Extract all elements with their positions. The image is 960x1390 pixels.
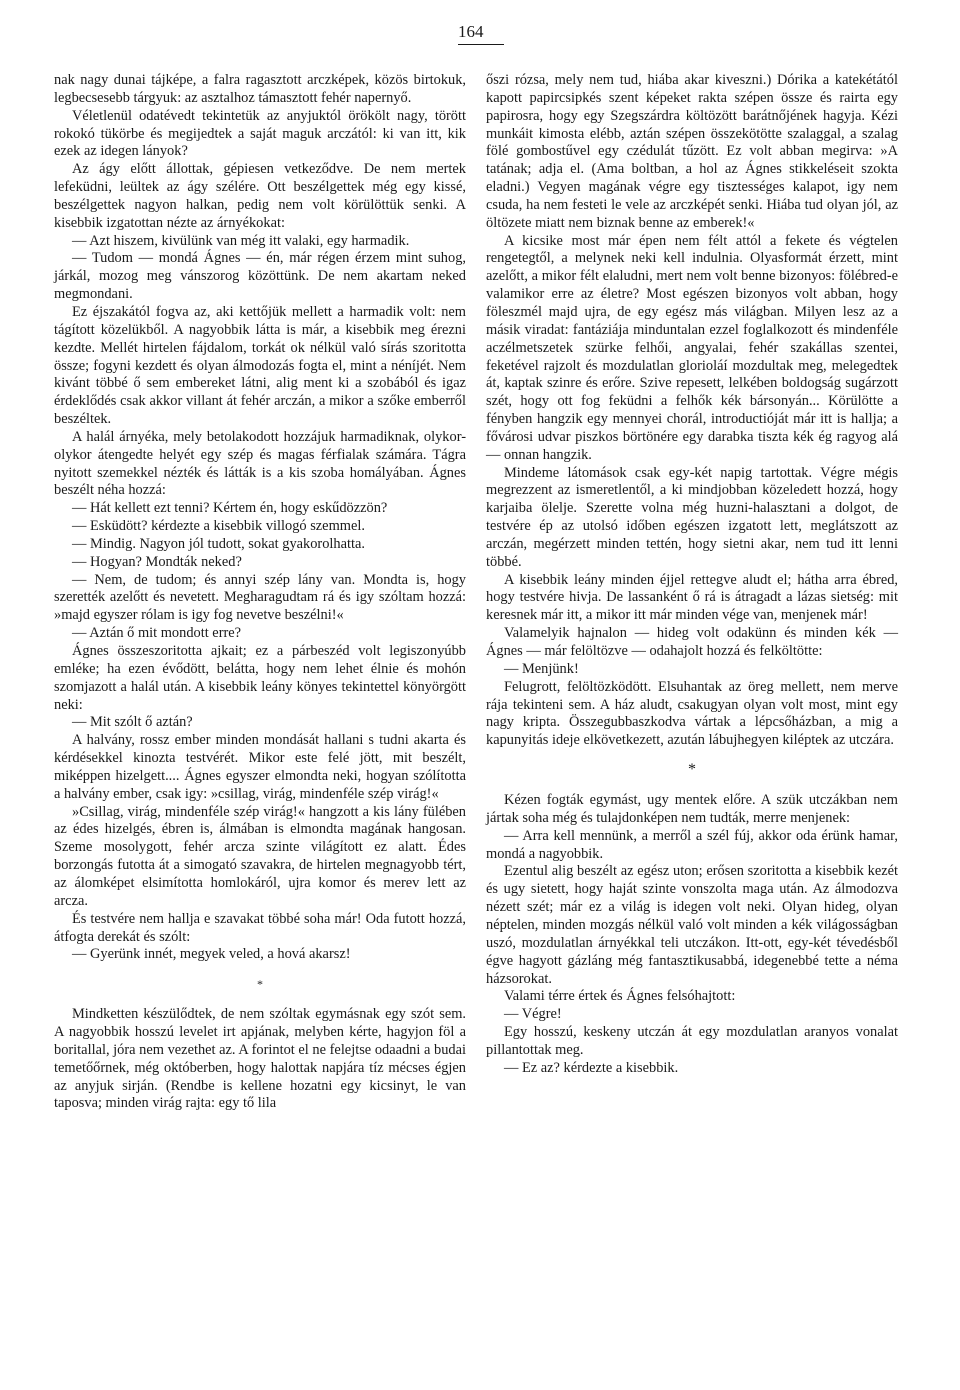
paragraph: — Nem, de tudom; és annyi szép lány van. Mondta is, hogy szerették azelőtt és nevetett. Megharagudtam rá és igy szóltam hozzá: »majd egyszer rólam is igy fog nevetve beszélni!«: [54, 571, 466, 624]
paragraph: Felugrott, felöltözködött. Elsuhantak az öreg mellett, nem merve rája tekinteni sem. A ház aludt, csakugyan olyan volt most, mint egy nagy kripta. Összegubbaszkodva vártak a lépcsőházban, a mig a kapunyitás ideje elkövetkezett, azután lábujhegyen kiléptek az utczára.: [486, 678, 898, 749]
paragraph: — Mindig. Nagyon jól tudott, sokat gyakorolhatta.: [72, 535, 365, 552]
paragraph: Valami térre értek és Ágnes felsóhajtott:: [504, 988, 736, 1005]
paragraph: — Ez az? kérdezte a kisebbik.: [504, 1059, 679, 1076]
paragraph: őszi rózsa, mely nem tud, hiába akar kiveszni.) Dórika a katekétától kapott papircsipkés szent képeket rakta szépen össze és rairta egy papirosra, hogy egy Szegszárdra költözött barátnőjének hagyja. Kézi munkáit kimosta elébb, aztán szépen összekötötte szalaggal, a szalag fölé gombostűvel egy czédulát tűzött. Ez volt abban megirva: »A tatának; adja el. (Ama boltban, a hol az Ágnes stikkeléseit szokta eladni.) Vegyen magának végre egy tisztességes kalapot, igy nem csuda, ha nem festeti le vele az arczképét senki. Hiába tud olyan jól, az öltözete miatt nem biznak benne az emberek!«: [486, 72, 898, 231]
paragraph: Ágnes összeszoritotta ajkait; ez a párbeszéd volt legiszonyúbb emléke; ha ezen évődött, belátta, hogy nem lehet élnie és mohón szomjazott a halál után. A kisebbik leány könyes tekintettel könyörgött neki:: [54, 643, 466, 713]
left-column: [54, 72, 466, 1113]
paragraph: A halál árnyéka, mely betolakodott hozzájuk harmadiknak, olykor-olykor átengedte helyét egy szép és magas férfialak számára. Tágra nyitott szemekkel nézték és látták is a kis szoba homályában. Ágnes beszélt néha hozzá:: [54, 428, 466, 499]
paragraph: — Gyerünk innét, megyek veled, a hová akarsz!: [72, 946, 351, 963]
right-column: [486, 72, 898, 1078]
paragraph: — Hát kellett ezt tenni? Kértem én, hogy eskűdözzön?: [72, 500, 388, 517]
paragraph: A halvány, rossz ember minden mondását hallani s tudni akarta és kérdésekkel kinozta testvérét. Mikor este felé jött, mit beszélt, miképpen hizelgett.... Ágnes egyszer elmondta neki, hogyan szólította a halvány ember, csak igy: »csillag, virág, mindenféle szép virág!«: [54, 732, 466, 802]
paragraph: — Mit szólt ő aztán?: [72, 714, 193, 731]
paragraph: Az ágy előtt állottak, gépiesen vetkeződve. De nem mertek lefeküdni, leültek az ágy szélére. Ott beszélgettek még egy kissé, beszélgettek nagyon halkan, pedig nem volt körülöttük senki. A kisebbik izgatottan nézte az árnyékokat:: [54, 161, 466, 231]
paragraph: Mindketten készülődtek, de nem szóltak egymásnak egy szót sem. A nagyobbik hosszú levelet irt apjának, melyben kérte, hagyjon föl a boritallal, jóra nem vezethet az. A forintot el ne felejtse odaadni a budai temetőőrnek, még októberben, hogy halottak napjára tíz mécses égjen az anyjuk sirján. (Rendbe is kellene hozatni egy kicsinyt, le van taposva; minden virág rajta: egy tő lila: [54, 1006, 466, 1112]
paragraph: Véletlenül odatévedt tekintetük az anyjuktól örökölt nagy, törött rokokó tükörbe és megijedtek a saját maguk arczától: ki van itt, kik ezek az idegen lányok?: [54, 107, 466, 160]
paragraph: — Tudom — mondá Ágnes — én, már régen érzem mint suhog, járkál, mozog meg vánszorog közöttünk. De nem akartam neked megmondani.: [54, 250, 466, 303]
paragraph: A kisebbik leány minden éjjel rettegve aludt el; hátha arra ébred, hogy testvére hivja. De lassanként ő rá is átragadt a lázas sietség: mit keresnek már itt, a mikor itt már minden vége van, menjenek már!: [486, 571, 898, 624]
paragraph: — Arra kell mennünk, a merről a szél fúj, akkor oda érünk hamar, mondá a nagyobbik.: [486, 827, 898, 862]
paragraph: És testvére nem hallja e szavakat többé soha már! Oda futott hozzá, átfogta derekát és szólt:: [54, 910, 466, 945]
paragraph: »Csillag, virág, mindenféle szép virág!« hangzott a kis lány fülében az édes hizelgés, ébren is, álmában is elmondta magának hangosan. Szeme mosolygott, fehér arcza szinte világított ez alatt. Édes borzongás futotta át a simogató szavakra, de hirtelen megnagyobb tért, az álomképet elsimította homlokáról, ujra komor és merev lett az arcza.: [54, 803, 466, 909]
paragraph: — Végre!: [504, 1006, 562, 1023]
paragraph: Ez éjszakától fogva az, aki kettőjük mellett a harmadik volt: nem tágított közelükből. A nagyobbik látta is már, a kisebbik meg érezni kezdte. Mellét hirtelen fájdalom, torkát ok nélkül való sírás szoritotta össze; fogyni kezdett és olyan álmodozás fogta el, mint a néníjét. Nem kivánt többé ő sem embereket látni, alig ment ki a szobából és igaz érdeklődés csak akkor villant át fehér arczán, a mikor a szőke emberről beszéltek.: [54, 303, 466, 428]
paragraph: — Azt hiszem, kivülünk van még itt valaki, egy harmadik.: [72, 232, 410, 249]
paragraph: — Menjünk!: [504, 660, 579, 677]
page-number: 164: [458, 22, 504, 45]
paragraph: Ezentul alig beszélt az egész uton; erősen szoritotta a kisebbik kezét és ugy sietett, hogy haját szinte vonszolta maga után. Az álmodozva nézett szét; már ez a világ is idegen volt neki. Olyan hideg, olyan néptelen, minden mozgás nélkül való volt minden a kék világosságban uszó, mozdulatlan árnyékkal teli utczákon. Itt-ott, egy-két tévedésből égve hagyott gázláng még fantasztikusabbá, idegenebbé tette a néma házsorokat.: [486, 863, 898, 987]
paragraph: — Esküdött? kérdezte a kisebbik villogó szemmel.: [72, 518, 365, 535]
paragraph: — Aztán ő mit mondott erre?: [72, 625, 242, 642]
paragraph: Kézen fogták egymást, ugy mentek előre. A szük utczákban nem jártak soha még és tulajdonképen nem tudták, merre menjenek:: [486, 792, 898, 826]
paragraph: A kicsike most már épen nem félt attól a fekete és végtelen rengetegtől, a melynek neki kell indulnia. Olyasformát érzett, mint azelőtt, a mikor félt elaludni, mert nem volt benne bizonyos: fölébred-e valamikor erre az életre? Most egészen bizonyos volt abban, hogy föleszmél majd ujra, de egy egész más világban. Milyen lesz az a másik viradat: fantáziája minduntalan ezzel foglalkozott és mindenféle aczélmetszetek szürke felhői, angyalai, fehér szakállas szentei, feketével rajzolt és mozdulatlan glorioláí mozdultak meg, melegedtek át, kaptak szinre és erőre. Szive repesett, lelkében boldogság sugárzott szét, hogy ott fog feküdni a felhők kék bársonyán... Körülötte a fényben hangzik egy mennyei chorál, introductióját már itt is hallja; a fővárosi udvar piszkos börtönére egy darabka tiszta kék ég ragyog alá — onnan hangzik.: [486, 232, 898, 463]
paragraph: — Hogyan? Mondták neked?: [72, 553, 242, 570]
section-separator: *: [257, 977, 263, 992]
paragraph: Mindeme látomások csak egy-két napig tartottak. Végre mégis megrezzent az ismeretlentől, a ki mindjobban közeledett hozzá, hogy karjaiba ölelje. Szerette volna még huzni-halasztani a dolgot, de testvére ép az utolsó időben egészen izgatott lett, meglátszott az arczán, megérzett minden tettén, hogy sietni akar, nem tud itt lenni többé.: [486, 464, 898, 570]
paragraph: Egy hosszú, keskeny utczán át egy mozdulatlan aranyos vonalat pillantottak meg.: [486, 1024, 898, 1058]
paragraph: Valamelyik hajnalon — hideg volt odakünn és minden kék — Ágnes — már felöltözve — odahajolt hozzá és felköltötte:: [486, 625, 898, 659]
paragraph: nak nagy dunai tájképe, a falra ragasztott arczképek, közös birtokuk, legbecsesebb tárgyuk: az asztalhoz támasztott fehér napernyő.: [54, 72, 466, 106]
section-separator: *: [688, 761, 696, 779]
